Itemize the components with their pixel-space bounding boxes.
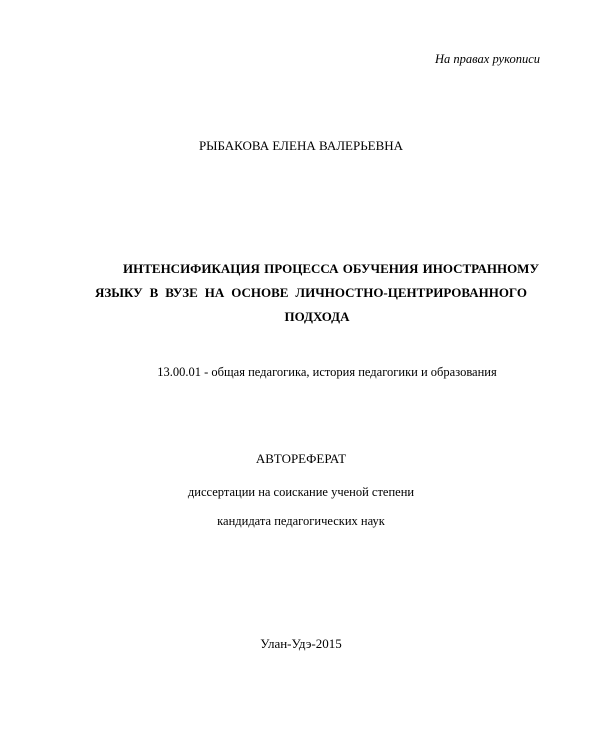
title-line-1: ИНТЕНСИФИКАЦИЯ ПРОЦЕССА ОБУЧЕНИЯ ИНОСТРАННОМУ — [123, 261, 539, 276]
author-name: РЫБАКОВА ЕЛЕНА ВАЛЕРЬЕВНА — [198, 138, 404, 153]
title-line-3: ПОДХОДА — [284, 309, 350, 324]
specialty-code: 13.00.01 - общая педагогика, история педагогики и образования — [157, 365, 497, 379]
place-and-year: Улан-Удэ-2015 — [260, 636, 342, 651]
document-purpose: диссертации на соискание ученой степени — [187, 485, 415, 499]
academic-degree: кандидата педагогических наук — [217, 514, 385, 528]
title-line-2: ЯЗЫКУ В ВУЗЕ НА ОСНОВЕ ЛИЧНОСТНО-ЦЕНТРИРОВАННОГО — [95, 285, 527, 300]
document-type: АВТОРЕФЕРАТ — [255, 451, 347, 466]
dissertation-title — [95, 257, 539, 329]
rights-note: На правах рукописи — [435, 52, 540, 66]
